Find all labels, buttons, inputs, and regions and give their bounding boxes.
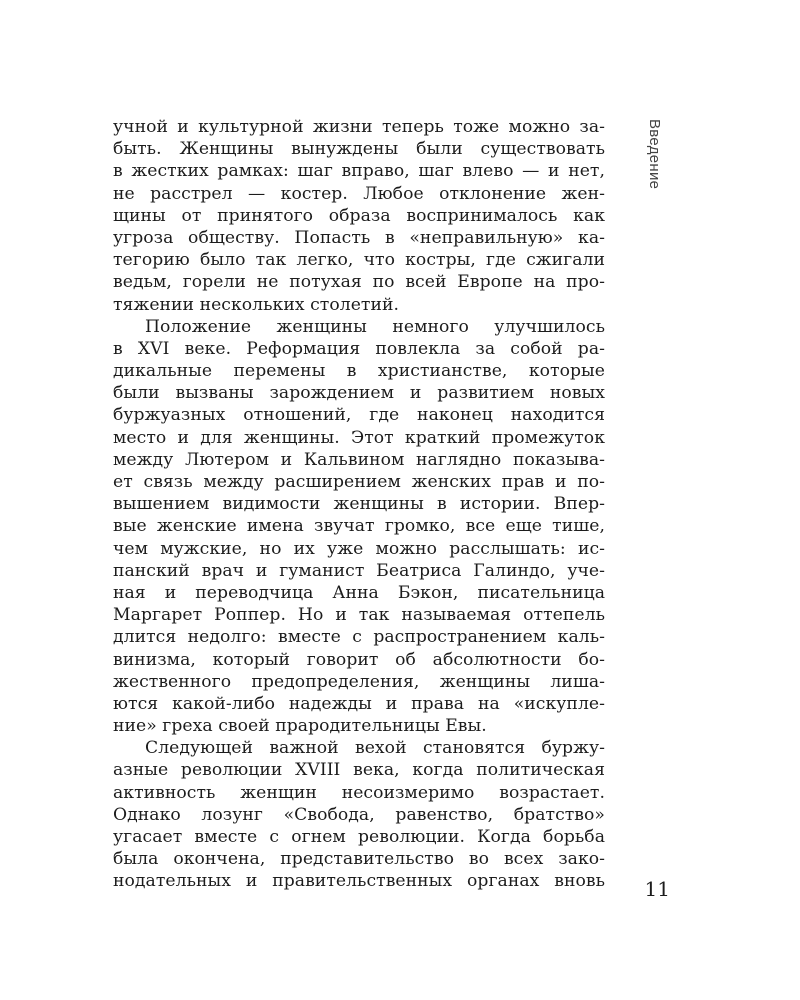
body-text [113,116,605,893]
paragraph-2 [113,316,605,738]
text-line: тегорию было так легко, что костры, где сжигали [113,250,605,271]
paragraph-1 [113,116,605,316]
text-line: были вызваны зарождением и развитием новых [113,383,605,404]
text-line: винизма, который говорит об абсолютности бо- [113,649,605,670]
text-line: в жестких рамках: шаг вправо, шаг влево — и нет, [113,161,605,182]
text-line: в XVI веке. Реформация повлекла за собой ра- [113,338,605,359]
text-line: ние» греха своей прародительницы Евы. [113,716,487,737]
text-line: панский врач и гуманист Беатриса Галиндо, уче- [113,560,605,581]
text-line: дикальные перемены в христианстве, которые [113,361,605,382]
text-line: Однако лозунг «Свобода, равенство, братство» [113,804,605,825]
text-line: азные революции XVIII века, когда политическая [113,760,605,781]
page-number: 11 [644,877,670,901]
text-line: Маргарет Роппер. Но и так называемая оттепель [113,605,605,626]
text-line: угасает вместе с огнем революции. Когда борьба [113,827,605,847]
text-line: вые женские имена звучат громко, все еще тише, [113,516,605,537]
running-head: Введение [646,119,663,190]
text-line: была окончена, представительство во всех зако- [113,849,605,870]
text-line: жественного предопределения, женщины лиша- [113,671,605,692]
text-line: ются какой-либо надежды и права на «искупле- [113,693,605,714]
text-line: ет связь между расширением женских прав и по- [113,472,605,492]
text-line: чем мужские, но их уже можно расслышать: ис- [113,538,605,559]
text-line: между Лютером и Кальвином наглядно показыва- [113,449,605,470]
text-line: Положение женщины немного улучшилось [145,316,605,337]
text-line: буржуазных отношений, где наконец находится [113,405,605,426]
text-line: активность женщин несоизмеримо возрастает. [113,782,605,803]
text-line: длится недолго: вместе с распространением каль- [113,627,605,648]
text-line: учной и культурной жизни теперь тоже можно за- [113,117,605,137]
text-line: вышением видимости женщины в истории. Впер- [113,494,605,515]
paragraph-3 [113,737,605,892]
text-line: щины от принятого образа воспринималось как [113,205,605,226]
text-line: место и для женщины. Этот краткий промежуток [113,427,605,448]
text-line: ная и переводчица Анна Бэкон, писательница [113,582,605,603]
text-line: ведьм, горели не потухая по всей Европе на про- [113,272,605,293]
text-line: быть. Женщины вынуждены были существовать [113,139,605,160]
text-line: угроза обществу. Попасть в «неправильную» ка- [113,227,605,248]
text-line: нодательных и правительственных органах вновь [113,871,605,892]
text-line: не расстрел — костер. Любое отклонение жен- [113,183,605,204]
text-line: Следующей важной вехой становятся буржу- [145,738,605,759]
text-line: тяжении нескольких столетий. [113,294,399,315]
